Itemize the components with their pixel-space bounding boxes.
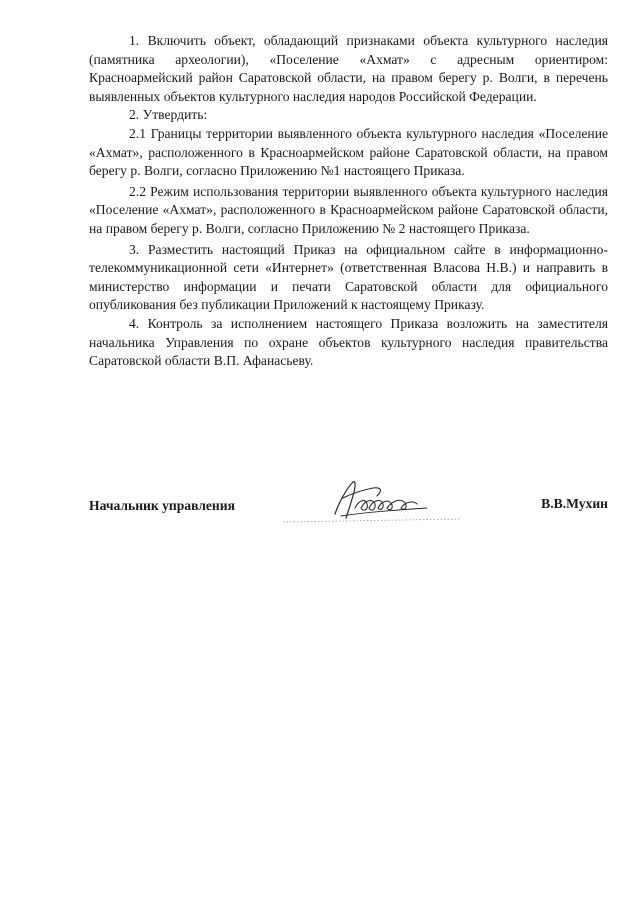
paragraph-4: 4. Контроль за исполнением настоящего Приказа возложить на заместителя начальника Управления по охране объектов культурного наследия правительства Саратовской области В.П. Афанасьеву. [89,315,608,369]
signer-title: Начальник управления [89,498,235,513]
paragraph-2-1: 2.1 Границы территории выявленного объекта культурного наследия «Поселение «Ахмат», расположенного в Красноармейском районе Саратовской области, на правом берегу р. Волги, согласно Приложению №1 настоящего Приказа. [89,125,608,179]
paragraph-2-2: 2.2 Режим использования территории выявленного объекта культурного наследия «Поселение «Ахмат», расположенного в Красноармейском районе Саратовской области, на правом берегу р. Волги, согласно Приложению № 2 настоящего Приказа. [89,183,608,236]
document-body [89,32,608,371]
signature-block [89,478,608,538]
signer-name: В.В.Мухин [541,496,608,511]
paragraph-3: 3. Разместить настоящий Приказ на официальном сайте в информационно-телекоммуникационной сети «Интернет» (ответственная Власова Н.В.) и направить в министерство информации и печати Саратовской области для официального опубликования без публикации Приложений к настоящему Приказу. [89,241,608,313]
paragraph-2: 2. Утвердить: [129,107,208,123]
handwritten-signature [277,478,467,526]
paragraph-1: 1. Включить объект, обладающий признаками объекта культурного наследия (памятника археологии), «Поселение «Ахмат» с адресным ориентиром: Красноармейский район Саратовской области, на правом берегу р. Волги, в перечень выявленных объектов культурного наследия народов Российской Федерации. [89,33,608,104]
